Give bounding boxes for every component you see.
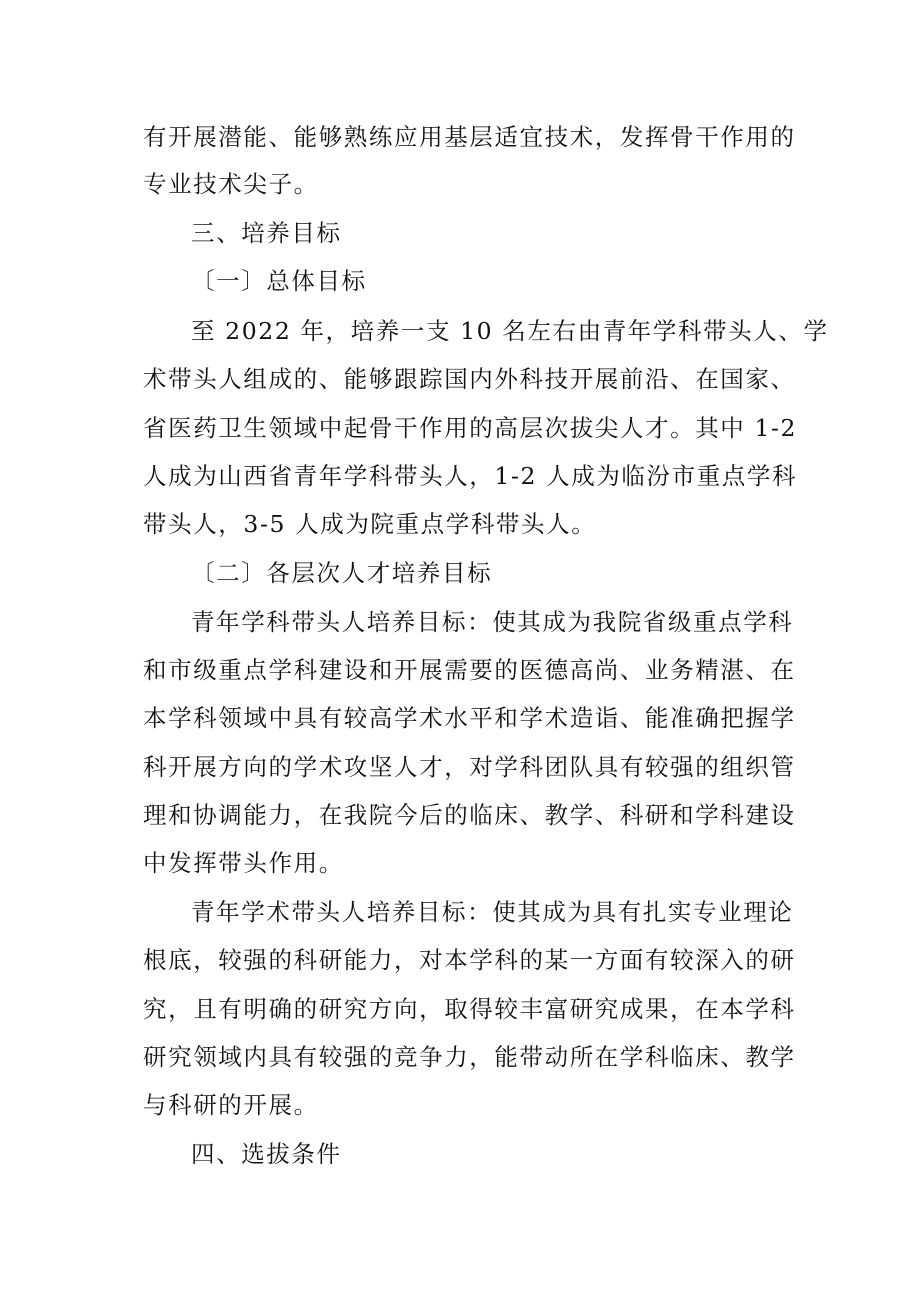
section-heading: 四、选拔条件 [191, 1140, 342, 1168]
paragraph-line: 和市级重点学科建设和开展需要的医德高尚、业务精湛、在 [143, 656, 796, 684]
paragraph-line: 人成为山西省青年学科带头人，1-2 人成为临汾市重点学科 [143, 462, 798, 490]
paragraph-line: 理和协调能力，在我院今后的临床、教学、科研和学科建设 [143, 801, 796, 829]
paragraph-line: 有开展潜能、能够熟练应用基层适宜技术，发挥骨干作用的 [143, 123, 796, 151]
paragraph-line: 中发挥带头作用。 [143, 849, 344, 877]
paragraph-line: 专业技术尖子。 [143, 170, 319, 198]
paragraph-line: 至 2022 年，培养一支 10 名左右由青年学科带头人、学 [191, 317, 829, 345]
paragraph-line: 与科研的开展。 [143, 1091, 319, 1119]
paragraph-line: 术带头人组成的、能够跟踪国内外科技开展前沿、在国家、 [143, 365, 796, 393]
paragraph-line: 根底，较强的科研能力，对本学科的某一方面有较深入的研 [143, 946, 796, 974]
paragraph-line: 省医药卫生领域中起骨干作用的高层次拔尖人才。其中 1-2 [143, 414, 798, 442]
paragraph-line: 究，且有明确的研究方向，取得较丰富研究成果，在本学科 [143, 995, 796, 1023]
section-heading: 三、培养目标 [191, 219, 342, 247]
paragraph-line: 本学科领域中具有较高学术水平和学术造诣、能准确把握学 [143, 704, 796, 732]
paragraph-line: 青年学术带头人培养目标：使其成为具有扎实专业理论 [191, 898, 794, 926]
paragraph-line: 青年学科带头人培养目标：使其成为我院省级重点学科 [191, 608, 794, 636]
paragraph-line: 带头人，3-5 人成为院重点学科带头人。 [143, 510, 597, 538]
subsection-heading: 〔二〕各层次人才培养目标 [191, 559, 493, 587]
paragraph-line: 科开展方向的学术攻坚人才，对学科团队具有较强的组织管 [143, 753, 796, 781]
subsection-heading: 〔一〕总体目标 [191, 267, 367, 295]
paragraph-line: 研究领域内具有较强的竞争力，能带动所在学科临床、教学 [143, 1043, 796, 1071]
